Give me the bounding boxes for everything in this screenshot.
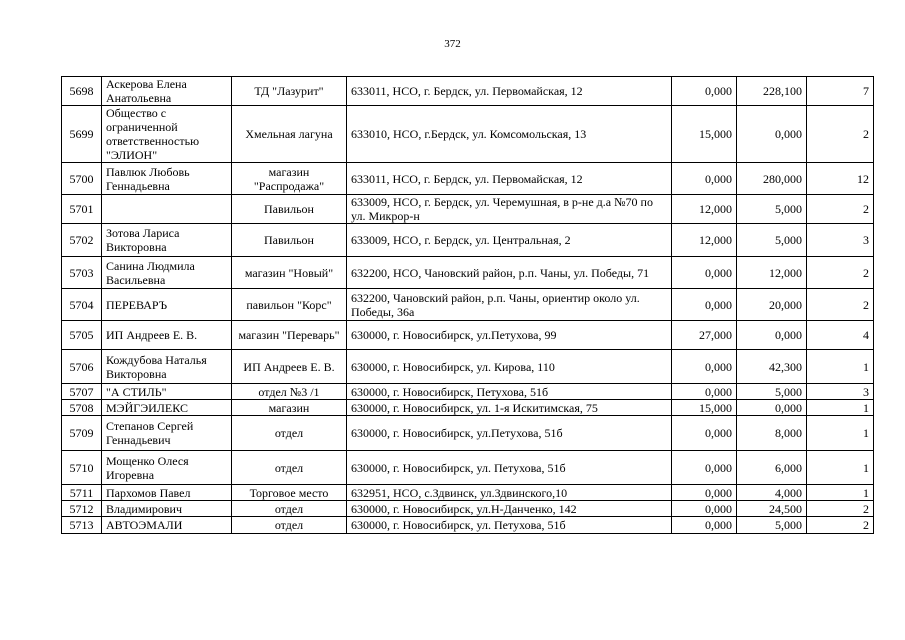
table-row bbox=[62, 163, 874, 195]
value-2-cell: 5,000 bbox=[737, 224, 807, 257]
value-1-cell: 12,000 bbox=[672, 195, 737, 224]
owner-name-cell: Павлюк Любовь Геннадьевна bbox=[102, 163, 232, 195]
value-2-cell: 20,000 bbox=[737, 289, 807, 321]
address-cell: 630000, г. Новосибирск, ул.Н-Данченко, 142 bbox=[347, 501, 672, 517]
row-number-cell: 5699 bbox=[62, 106, 102, 163]
table-row bbox=[62, 350, 874, 384]
value-1-cell: 0,000 bbox=[672, 517, 737, 534]
owner-name-cell: Зотова Лариса Викторовна bbox=[102, 224, 232, 257]
object-type-cell: Торговое место bbox=[232, 485, 347, 501]
row-number-cell: 5709 bbox=[62, 416, 102, 451]
value-3-cell: 7 bbox=[807, 77, 874, 106]
row-number-cell: 5707 bbox=[62, 384, 102, 400]
value-3-cell: 4 bbox=[807, 321, 874, 350]
value-1-cell: 0,000 bbox=[672, 163, 737, 195]
object-type-cell: отдел bbox=[232, 517, 347, 534]
value-2-cell: 280,000 bbox=[737, 163, 807, 195]
value-3-cell: 2 bbox=[807, 106, 874, 163]
table-row bbox=[62, 321, 874, 350]
row-number-cell: 5713 bbox=[62, 517, 102, 534]
owner-name-cell: Общество с ограниченной ответственностью "ЭЛИОН" bbox=[102, 106, 232, 163]
table-row bbox=[62, 224, 874, 257]
row-number-cell: 5702 bbox=[62, 224, 102, 257]
value-2-cell: 12,000 bbox=[737, 257, 807, 289]
value-1-cell: 0,000 bbox=[672, 257, 737, 289]
value-3-cell: 12 bbox=[807, 163, 874, 195]
table-row bbox=[62, 485, 874, 501]
address-cell: 632200, Чановский район, р.п. Чаны, ориентир около ул. Победы, 36а bbox=[347, 289, 672, 321]
row-number-cell: 5701 bbox=[62, 195, 102, 224]
value-2-cell: 5,000 bbox=[737, 384, 807, 400]
table-row bbox=[62, 501, 874, 517]
value-2-cell: 0,000 bbox=[737, 321, 807, 350]
value-3-cell: 3 bbox=[807, 224, 874, 257]
value-3-cell: 1 bbox=[807, 416, 874, 451]
value-2-cell: 5,000 bbox=[737, 517, 807, 534]
value-2-cell: 24,500 bbox=[737, 501, 807, 517]
row-number-cell: 5703 bbox=[62, 257, 102, 289]
table-row bbox=[62, 451, 874, 485]
value-3-cell: 2 bbox=[807, 517, 874, 534]
table-row bbox=[62, 289, 874, 321]
object-type-cell: магазин "Новый" bbox=[232, 257, 347, 289]
value-1-cell: 15,000 bbox=[672, 106, 737, 163]
owner-name-cell: ИП Андреев Е. В. bbox=[102, 321, 232, 350]
address-cell: 630000, г. Новосибирск, ул. Кирова, 110 bbox=[347, 350, 672, 384]
table-row bbox=[62, 77, 874, 106]
address-cell: 630000, г. Новосибирск, ул. Петухова, 51б bbox=[347, 517, 672, 534]
value-1-cell: 0,000 bbox=[672, 77, 737, 106]
value-3-cell: 2 bbox=[807, 195, 874, 224]
value-1-cell: 0,000 bbox=[672, 416, 737, 451]
value-2-cell: 6,000 bbox=[737, 451, 807, 485]
object-type-cell: ТД "Лазурит" bbox=[232, 77, 347, 106]
owner-name-cell: Пархомов Павел bbox=[102, 485, 232, 501]
value-1-cell: 27,000 bbox=[672, 321, 737, 350]
row-number-cell: 5712 bbox=[62, 501, 102, 517]
address-cell: 630000, г. Новосибирск, ул.Петухова, 51б bbox=[347, 416, 672, 451]
value-2-cell: 5,000 bbox=[737, 195, 807, 224]
table-row bbox=[62, 517, 874, 534]
row-number-cell: 5698 bbox=[62, 77, 102, 106]
table-row bbox=[62, 416, 874, 451]
value-2-cell: 0,000 bbox=[737, 106, 807, 163]
object-type-cell: Хмельная лагуна bbox=[232, 106, 347, 163]
object-type-cell: ИП Андреев Е. В. bbox=[232, 350, 347, 384]
owner-name-cell bbox=[102, 195, 232, 224]
address-cell: 633011, НСО, г. Бердск, ул. Первомайская, 12 bbox=[347, 163, 672, 195]
value-3-cell: 1 bbox=[807, 451, 874, 485]
address-cell: 630000, г. Новосибирск, ул. Петухова, 51б bbox=[347, 451, 672, 485]
address-cell: 630000, г. Новосибирск, ул.Петухова, 99 bbox=[347, 321, 672, 350]
value-1-cell: 0,000 bbox=[672, 485, 737, 501]
owner-name-cell: АВТОЭМАЛИ bbox=[102, 517, 232, 534]
object-type-cell: Павильон bbox=[232, 224, 347, 257]
table-row bbox=[62, 384, 874, 400]
value-1-cell: 0,000 bbox=[672, 451, 737, 485]
registry-table bbox=[61, 76, 874, 534]
owner-name-cell: Санина Людмила Васильевна bbox=[102, 257, 232, 289]
value-3-cell: 1 bbox=[807, 350, 874, 384]
object-type-cell: Павильон bbox=[232, 195, 347, 224]
address-cell: 632951, НСО, с.Здвинск, ул.Здвинского,10 bbox=[347, 485, 672, 501]
owner-name-cell: ПЕРЕВАРЪ bbox=[102, 289, 232, 321]
owner-name-cell: Владимирович bbox=[102, 501, 232, 517]
row-number-cell: 5704 bbox=[62, 289, 102, 321]
address-cell: 633011, НСО, г. Бердск, ул. Первомайская, 12 bbox=[347, 77, 672, 106]
value-3-cell: 2 bbox=[807, 501, 874, 517]
object-type-cell: отдел bbox=[232, 501, 347, 517]
object-type-cell: магазин "Переварь" bbox=[232, 321, 347, 350]
address-cell: 633009, НСО, г. Бердск, ул. Центральная, 2 bbox=[347, 224, 672, 257]
address-cell: 633010, НСО, г.Бердск, ул. Комсомольская, 13 bbox=[347, 106, 672, 163]
row-number-cell: 5705 bbox=[62, 321, 102, 350]
owner-name-cell: "А СТИЛЬ" bbox=[102, 384, 232, 400]
object-type-cell: отдел bbox=[232, 416, 347, 451]
object-type-cell: магазин bbox=[232, 400, 347, 416]
address-cell: 633009, НСО, г. Бердск, ул. Черемушная, в р-не д.а №70 по ул. Микрор-н bbox=[347, 195, 672, 224]
value-3-cell: 1 bbox=[807, 400, 874, 416]
owner-name-cell: Степанов Сергей Геннадьевич bbox=[102, 416, 232, 451]
owner-name-cell: Аскерова Елена Анатольевна bbox=[102, 77, 232, 106]
row-number-cell: 5710 bbox=[62, 451, 102, 485]
row-number-cell: 5708 bbox=[62, 400, 102, 416]
row-number-cell: 5706 bbox=[62, 350, 102, 384]
page-number: 372 bbox=[444, 38, 461, 50]
value-2-cell: 8,000 bbox=[737, 416, 807, 451]
value-1-cell: 0,000 bbox=[672, 384, 737, 400]
value-1-cell: 0,000 bbox=[672, 350, 737, 384]
row-number-cell: 5700 bbox=[62, 163, 102, 195]
owner-name-cell: МЭЙГЭИЛЕКС bbox=[102, 400, 232, 416]
address-cell: 630000, г. Новосибирск, Петухова, 51б bbox=[347, 384, 672, 400]
table-row bbox=[62, 257, 874, 289]
table-row bbox=[62, 195, 874, 224]
object-type-cell: отдел №3 /1 bbox=[232, 384, 347, 400]
value-2-cell: 0,000 bbox=[737, 400, 807, 416]
value-3-cell: 2 bbox=[807, 289, 874, 321]
table-row bbox=[62, 106, 874, 163]
value-1-cell: 0,000 bbox=[672, 289, 737, 321]
object-type-cell: магазин "Распродажа" bbox=[232, 163, 347, 195]
table-row bbox=[62, 400, 874, 416]
address-cell: 632200, НСО, Чановский район, р.п. Чаны, ул. Победы, 71 bbox=[347, 257, 672, 289]
value-2-cell: 42,300 bbox=[737, 350, 807, 384]
address-cell: 630000, г. Новосибирск, ул. 1-я Искитимская, 75 bbox=[347, 400, 672, 416]
value-2-cell: 228,100 bbox=[737, 77, 807, 106]
value-1-cell: 0,000 bbox=[672, 501, 737, 517]
value-3-cell: 1 bbox=[807, 485, 874, 501]
owner-name-cell: Мощенко Олеся Игоревна bbox=[102, 451, 232, 485]
object-type-cell: павильон "Корс" bbox=[232, 289, 347, 321]
row-number-cell: 5711 bbox=[62, 485, 102, 501]
owner-name-cell: Кождубова Наталья Викторовна bbox=[102, 350, 232, 384]
value-1-cell: 12,000 bbox=[672, 224, 737, 257]
value-2-cell: 4,000 bbox=[737, 485, 807, 501]
value-3-cell: 3 bbox=[807, 384, 874, 400]
value-3-cell: 2 bbox=[807, 257, 874, 289]
value-1-cell: 15,000 bbox=[672, 400, 737, 416]
object-type-cell: отдел bbox=[232, 451, 347, 485]
